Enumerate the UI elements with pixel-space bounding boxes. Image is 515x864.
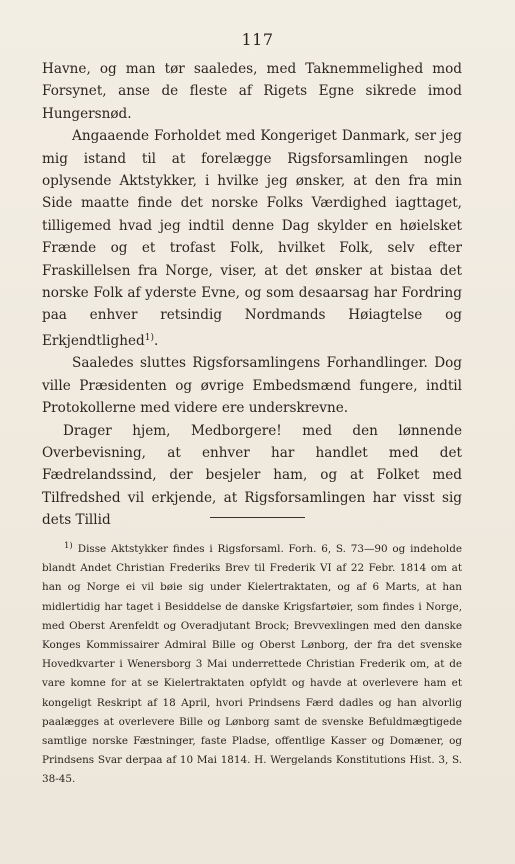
- paragraph-4: Drager hjem, Medborgere! med den lønnende Overbevisning, at enhver har handlet med det Fædrelandssind, der besjeler ham, og at Folket med Tilfredshed vil erkjende, at Rigsforsamlingen har visst sig dets Tillid: [42, 422, 462, 529]
- main-text: [42, 58, 462, 532]
- paragraph-2-text: Angaaende Forholdet med Kongeriget Danmark, ser jeg mig istand til at forelægge Rigsforsamlingen nogle oplysende Aktstykker, i hvilke jeg ønsker, at den fra min Side maatte finde det norske Folks Værdighed iagttaget, tilligemed hvad jeg indtil denne Dag skylder en høielsket Frænde og et trofast Folk, hvilket Folk, selv efter Fraskillelsen fra Norge, viser, at det ønsker at bistaa det norske Folk af yderste Evne, og som desaarsag har Fordring paa enhver retsindig Nordmands Høiagtelse og Erkjendtlighed: [42, 128, 462, 349]
- paragraph-3: Saaledes sluttes Rigsforsamlingens Forhandlinger. Dog ville Præsidenten og øvrige Embedsmænd fungere, indtil Protokollerne med videre ere underskrevne.: [42, 355, 462, 417]
- footnote-divider: [210, 517, 305, 518]
- footnote: [42, 537, 462, 790]
- paragraph-2: [42, 125, 462, 352]
- footnote-reference: 1): [144, 332, 154, 343]
- footnote-marker: 1): [64, 541, 73, 551]
- page-number: 117: [241, 30, 274, 49]
- footnote-text: Disse Aktstykker findes i Rigsforsaml. Forh. 6, S. 73—90 og indeholde blandt Andet Christian Frederiks Brev til Frederik VI af 22 Febr. 1814 om at han og Norge ei vil bøie sig under Kielertraktaten, og af 6 Marts, at han midlertidig har taget i Besiddelse de danske Krigsfartøier, som findes i Norge, med Oberst Arenfeldt og Overadjutant Brock; Brevvexlingen med den danske Konges Kommissairer Admiral Bille og Oberst Lønborg, der fra det svenske Hovedkvarter i Wenersborg 3 Mai underrettede Christian Frederik om, at de vare komne for at se Kielertraktaten opfyldt og havde at overlevere ham et kongeligt Reskript af 18 April, hvori Prindsens Færd dadles og han alvorlig paalægges at overlevere Bille og Lønborg samt de svenske Befuldmægtigede samtlige norske Fæstninger, faste Pladse, offentlige Kasser og Domæner, og Prindsens Svar derpaa af 10 Mai 1814. H. Wergelands Konstitutions Hist. 3, S. 38-45.: [42, 543, 462, 786]
- paragraph-1: Havne, og man tør saaledes, med Taknemmelighed mod Forsynet, anse de fleste af Rigets Egne sikrede imod Hungersnød.: [42, 61, 462, 122]
- paragraph-2-end: .: [154, 332, 159, 349]
